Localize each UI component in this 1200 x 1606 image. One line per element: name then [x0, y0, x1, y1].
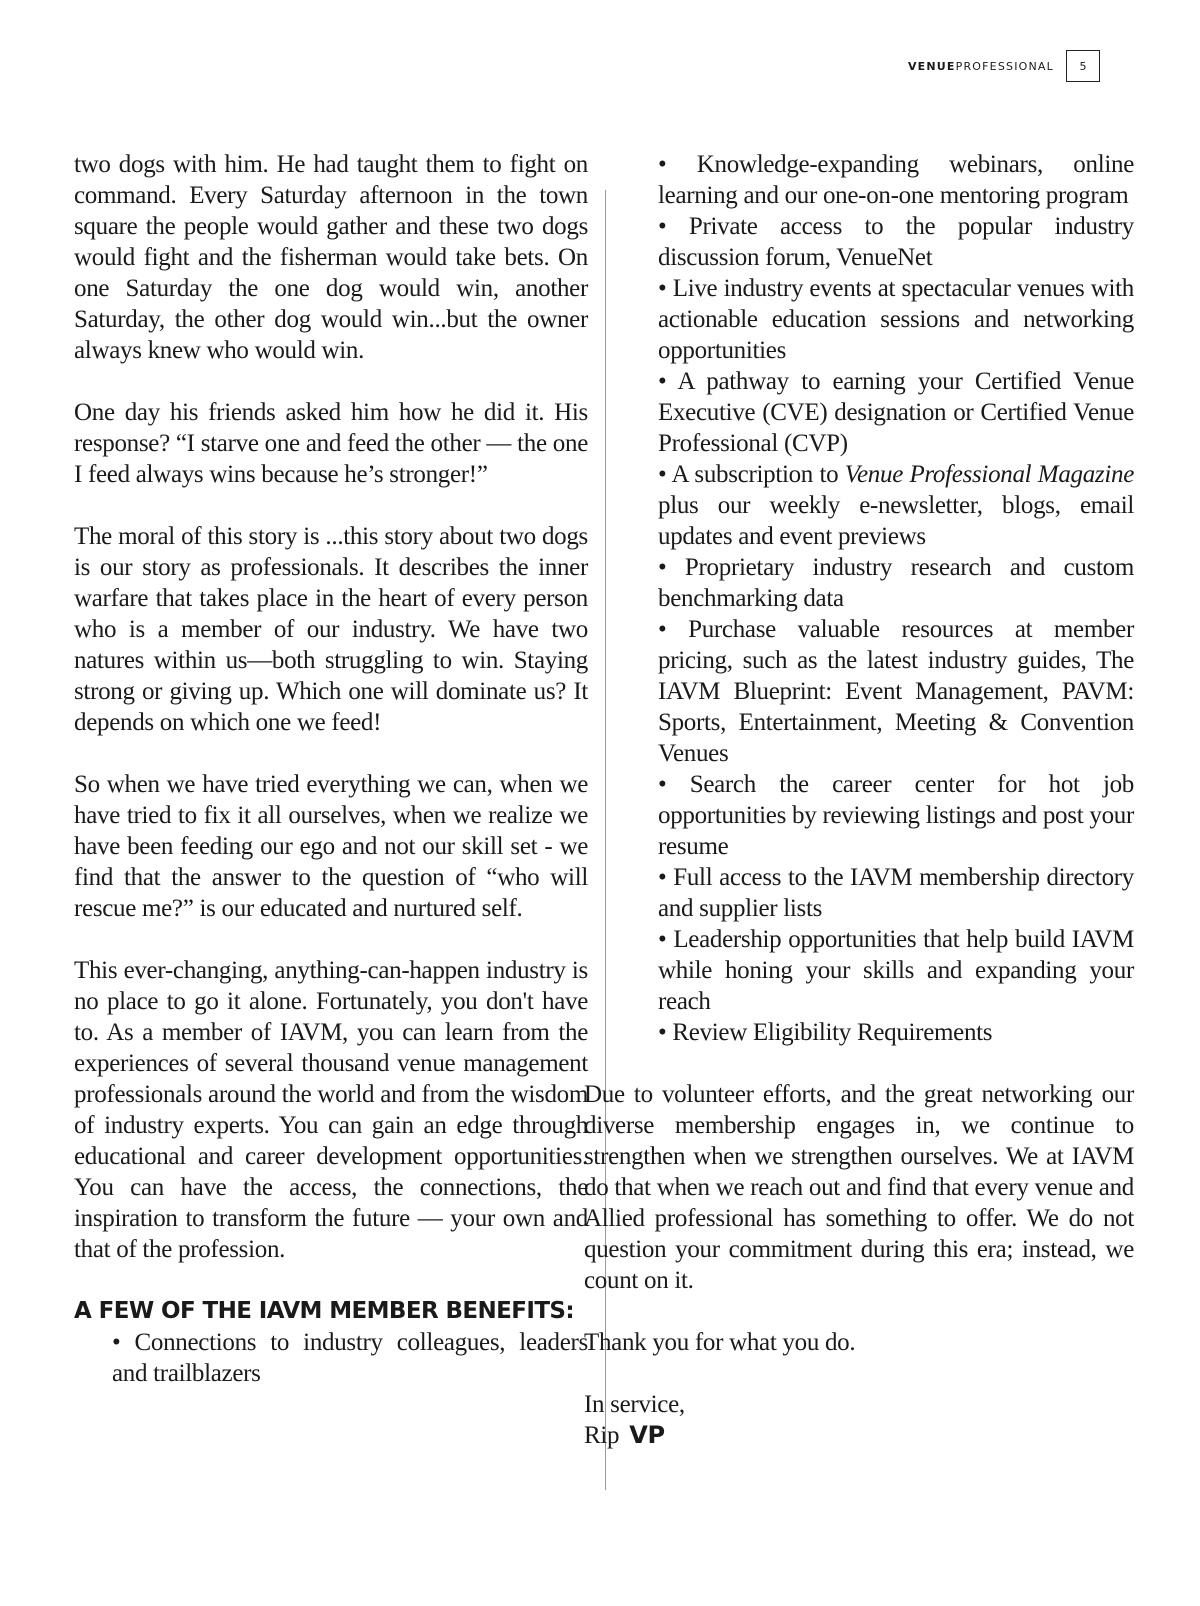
list-item: • Knowledge-expanding webinars, online learning and our one-on-one mentoring program	[658, 151, 1134, 209]
signature-name: Rip	[584, 1422, 620, 1449]
list-item: • Private access to the popular industry discussion forum, VenueNet	[658, 213, 1134, 271]
list-item: • Connections to industry colleagues, leaders and trailblazers	[112, 1329, 588, 1387]
paragraph: So when we have tried everything we can, when we have tried to fix it all ourselves, when we realize we have been feeding our ego and not our skill set - we find that the answer to the question of “who will rescue me?” is our educated and nurtured self.	[74, 771, 588, 922]
list-item: • Live industry events at spectacular venues with actionable education sessions and networking opportunities	[658, 275, 1134, 364]
closing: In service,	[584, 1391, 685, 1418]
list-item: • Leadership opportunities that help build IAVM while honing your skills and expanding your reach	[658, 926, 1134, 1015]
paragraph: This ever-changing, anything-can-happen industry is no place to go it alone. Fortunately, you don't have to. As a member of IAVM, you can learn from the experiences of several thousand venue management professionals around the world and from the wisdom of industry experts. You can gain an edge through educational and career development opportunities. You can have the access, the connections, the inspiration to transform the future — your own and that of the profession.	[74, 957, 588, 1263]
list-item: • Review Eligibility Requirements	[658, 1019, 993, 1046]
paragraph: One day his friends asked him how he did it. His response? “I starve one and feed the other — the one I feed always wins because he’s stronger!”	[74, 399, 588, 488]
list-item: • A pathway to earning your Certified Venue Executive (CVE) designation or Certified Venue Professional (CVP)	[658, 368, 1134, 457]
section-heading: A FEW OF THE IAVM MEMBER BENEFITS:	[74, 1298, 574, 1324]
end-mark-logo: VP	[629, 1421, 665, 1449]
paragraph: two dogs with him. He had taught them to fight on command. Every Saturday afternoon in the town square the people would gather and these two dogs would fight and the fisherman would take bets. On one Saturday the one dog would win, another Saturday, the other dog would win...but the owner always knew who would win.	[74, 151, 588, 364]
paragraph: Due to volunteer efforts, and the great networking our diverse membership engages in, we continue to strengthen when we strengthen ourselves. We at IAVM do that when we reach out and find that every venue and Allied professional has something to offer. We do not question your commitment during this era; instead, we count on it.	[584, 1081, 1134, 1294]
masthead-professional: PROFESSIONAL	[955, 59, 1054, 73]
page-header	[908, 50, 1100, 82]
benefits-list	[74, 1327, 588, 1389]
list-item: • Search the career center for hot job opportunities by reviewing listings and post your resume	[658, 771, 1134, 860]
left-column	[74, 149, 588, 1389]
list-item: • Full access to the IAVM membership directory and supplier lists	[658, 864, 1134, 922]
paragraph: Thank you for what you do.	[584, 1329, 856, 1356]
masthead-venue: VENUE	[907, 59, 956, 73]
signature-line	[584, 1420, 1134, 1451]
subscription-prefix: • A subscription to	[658, 461, 845, 488]
benefits-list-continued	[621, 149, 1134, 1048]
magazine-title: Venue Professional Magazine	[844, 461, 1134, 488]
right-column	[584, 149, 1134, 1451]
list-item: • Proprietary industry research and custom benchmarking data	[658, 554, 1134, 612]
page-number: 5	[1066, 50, 1100, 82]
subscription-suffix: plus our weekly e-newsletter, blogs, email updates and event previews	[658, 492, 1134, 550]
masthead	[908, 60, 1054, 73]
list-item: • Purchase valuable resources at member pricing, such as the latest industry guides, The IAVM Blueprint: Event Management, PAVM: Sports, Entertainment, Meeting & Convention Venues	[658, 616, 1134, 767]
paragraph: The moral of this story is ...this story about two dogs is our story as professionals. It describes the inner warfare that takes place in the heart of every person who is a member of our industry. We have two natures within us—both struggling to win. Staying strong or giving up. Which one will dominate us? It depends on which one we feed!	[74, 523, 588, 736]
list-item-subscription	[658, 459, 1134, 552]
